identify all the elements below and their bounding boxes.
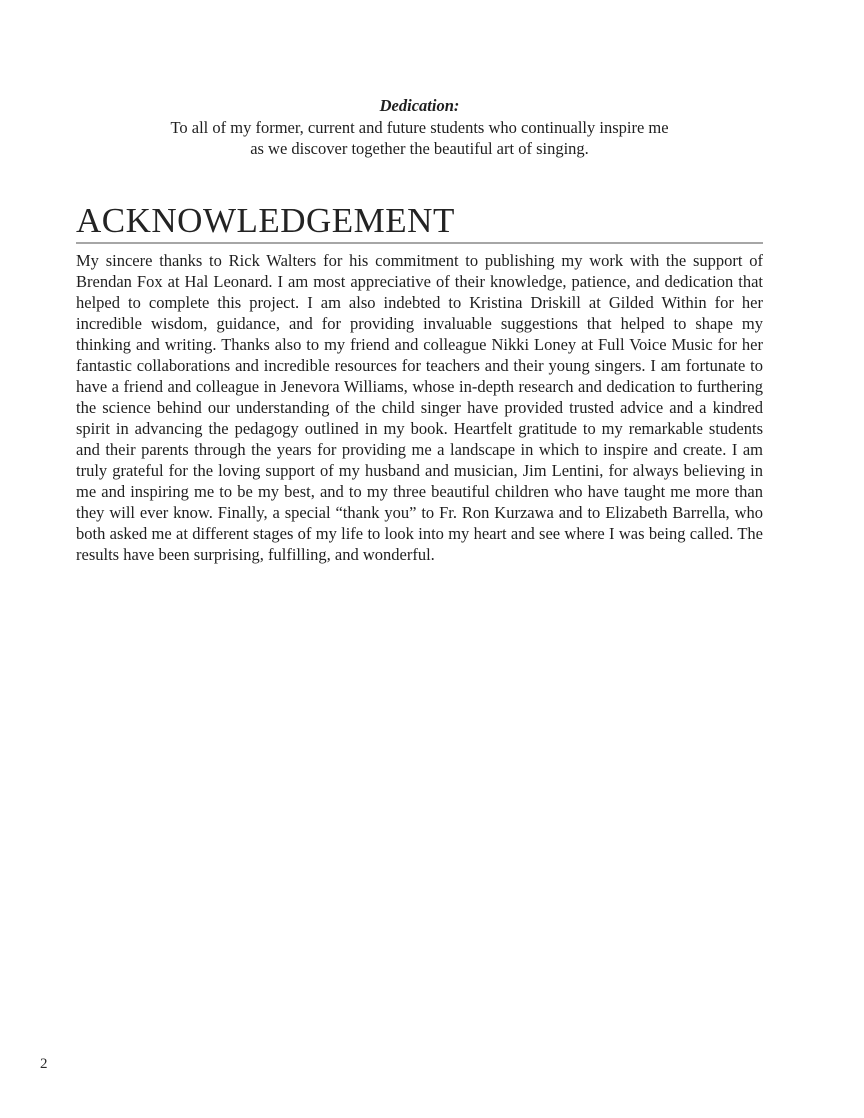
acknowledgement-section <box>76 203 763 565</box>
dedication-line: as we discover together the beautiful art of singing. <box>250 139 589 158</box>
dedication-heading: Dedication: <box>379 96 460 115</box>
heading-rule <box>76 242 763 244</box>
page-number: 2 <box>40 1056 48 1072</box>
dedication-line: To all of my former, current and future students who continually inspire me <box>170 118 669 137</box>
dedication-section <box>76 95 763 159</box>
acknowledgement-paragraph: My sincere thanks to Rick Walters for his commitment to publishing my work with the support of Brendan Fox at Hal Leonard. I am most appreciative of their knowledge, patience, and dedication that helped to complete this project. I am also indebted to Kristina Driskill at Gilded Within for her incredible wisdom, guidance, and for providing invaluable suggestions that helped to shape my thinking and writing. Thanks also to my friend and colleague Nikki Loney at Full Voice Music for her fantastic collaborations and incredible resources for teachers and their young singers. I am fortunate to have a friend and colleague in Jenevora Williams, whose in-depth research and dedication to furthering the science behind our understanding of the child singer have provided trusted advice and a kindred spirit in advancing the pedagogy outlined in my book. Heartfelt gratitude to my remarkable students and their parents through the years for providing me a landscape in which to inspire and create. I am truly grateful for the loving support of my husband and musician, Jim Lentini, for always believing in me and inspiring me to be my best, and to my three beautiful children who have taught me more than they will ever know. Finally, a special “thank you” to Fr. Ron Kurzawa and to Elizabeth Barrella, who both asked me at different stages of my life to look into my heart and see where I was being called. The results have been surprising, fulfilling, and wonderful. <box>76 251 763 564</box>
acknowledgement-heading: ACKNOWLEDGEMENT <box>76 201 455 240</box>
